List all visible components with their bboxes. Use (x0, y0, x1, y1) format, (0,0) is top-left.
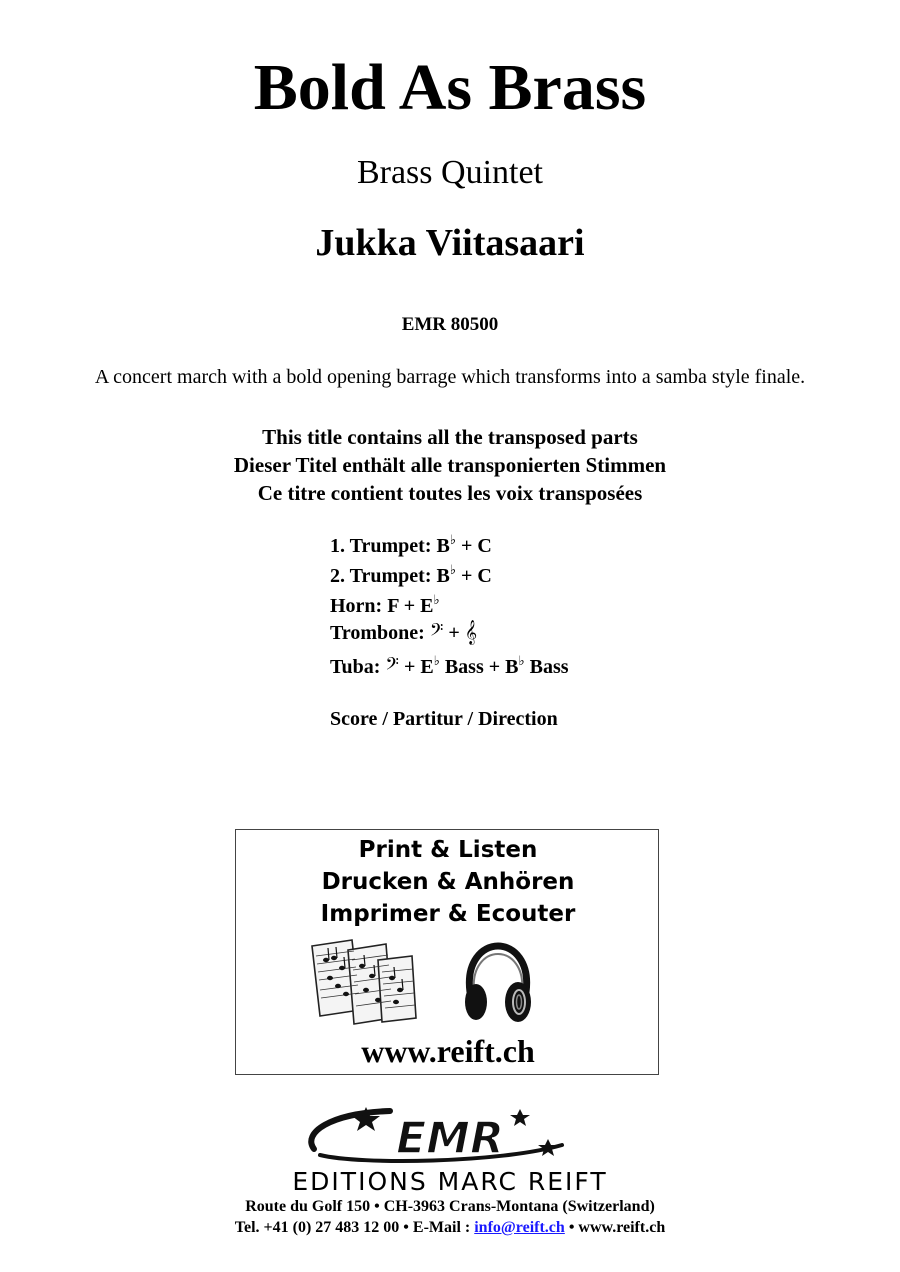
promo-website-link[interactable]: www.reift.ch (361, 1033, 535, 1069)
publisher-address: Route du Golf 150 • CH-3963 Crans-Montana (Switzerland) (245, 1198, 655, 1215)
part-label: 1. Trumpet: B (330, 535, 450, 557)
flat-symbol: ♭ (449, 562, 456, 577)
piece-description: A concert march with a bold opening barrage which transforms into a samba style finale. (94, 366, 806, 388)
flat-symbol: ♭ (518, 653, 525, 668)
part-label: Horn: F + E (330, 595, 434, 617)
part-label-rest: + C (455, 565, 492, 587)
part-label-mid: Bass + B (439, 656, 519, 678)
catalog-number: EMR 80500 (401, 314, 499, 335)
contact-phone: Tel. +41 (0) 27 483 12 00 • E-Mail : (234, 1219, 475, 1236)
flat-symbol: ♭ (433, 653, 440, 668)
plus-sign: + (443, 622, 465, 644)
notice-french: Ce titre contient toutes les voix transposées (257, 481, 643, 505)
promo-line-fr: Imprimer & Ecouter (320, 901, 576, 927)
part-label: 2. Trumpet: B (330, 565, 450, 587)
emr-logo (300, 1105, 600, 1167)
flat-symbol: ♭ (433, 592, 440, 607)
flat-symbol: ♭ (449, 532, 456, 547)
part-horn (330, 587, 440, 619)
notice-german: Dieser Titel enthält alle transponierten Stimmen (233, 453, 667, 477)
part-trumpet-1 (330, 527, 492, 559)
part-label-rest: + C (455, 535, 492, 557)
bass-clef-icon: 𝄢 (385, 654, 399, 678)
part-label-mid: + E (398, 656, 434, 678)
part-label: Tuba: (330, 656, 386, 678)
part-label: Trombone: (330, 622, 430, 644)
contact-website: • www.reift.ch (564, 1219, 666, 1236)
publisher-contact (0, 1218, 900, 1238)
promo-line-en: Print & Listen (358, 837, 538, 863)
publisher-name: EDITIONS MARC REIFT (292, 1167, 608, 1196)
part-trumpet-2 (330, 557, 492, 589)
part-trombone (330, 619, 477, 646)
headphones-icon (462, 942, 534, 1024)
part-tuba (330, 648, 569, 680)
notice-english: This title contains all the transposed parts (262, 425, 638, 449)
score-label: Score / Partitur / Direction (330, 708, 558, 730)
ensemble-subtitle: Brass Quintet (356, 154, 544, 191)
bass-clef-icon: 𝄢 (429, 620, 444, 644)
part-label-end: Bass (524, 656, 569, 678)
composer-name: Jukka Viitasaari (315, 222, 585, 264)
email-link[interactable]: info@reift.ch (474, 1219, 565, 1236)
sheet-music-icon (308, 938, 420, 1028)
score-title: Bold As Brass (253, 51, 647, 124)
treble-clef-icon: 𝄞 (464, 620, 478, 644)
emr-logo-text: EMR (396, 1113, 504, 1164)
print-listen-box[interactable] (235, 829, 659, 1075)
promo-line-de: Drucken & Anhören (321, 869, 575, 895)
